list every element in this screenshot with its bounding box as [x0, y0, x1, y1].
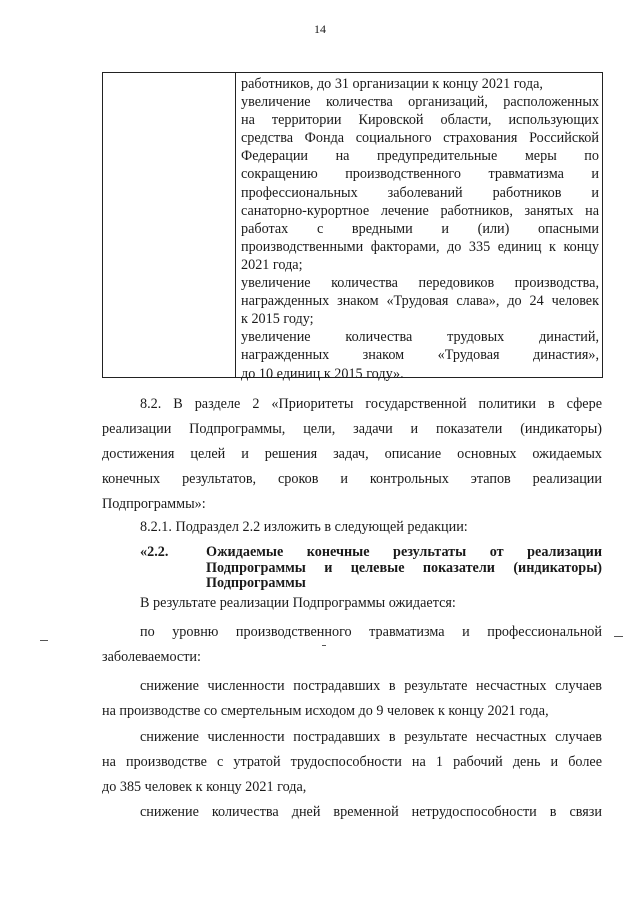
result-item-1 [102, 674, 602, 724]
paragraph-line: 8.2. В разделе 2 «Приоритеты государственной политики в сфере [140, 396, 602, 412]
result-item-2 [102, 725, 602, 800]
paragraph-line: снижение численности пострадавших в результате несчастных случаев [140, 729, 602, 745]
heading-line: Подпрограммы [206, 575, 306, 591]
paragraph-line: на производстве с утратой трудоспособности на 1 рабочий день и более [102, 754, 602, 770]
table-line: до 10 единиц к 2015 году». [241, 365, 404, 382]
table-line: производственными факторами, до 335 единиц к концу [241, 238, 599, 255]
table-line: к 2015 году; [241, 311, 314, 328]
indicators-table [102, 72, 603, 382]
table-line: средства Фонда социального страхования Российской [241, 130, 599, 147]
paragraph-line: конечных результатов, сроков и контрольных этапов реализации [102, 471, 602, 487]
paragraph-line: достижения целей и решения задач, описание основных ожидаемых [102, 446, 602, 462]
table-line: работников, до 31 организации к концу 2021 года, [241, 76, 543, 92]
scan-mark [40, 640, 48, 641]
paragraph-line: снижение количества дней временной нетрудоспособности в связи [140, 804, 602, 820]
paragraph-8-2 [102, 392, 602, 517]
result-item-3 [102, 800, 602, 825]
table-line: награжденных знаком «Трудовая династия», [241, 347, 599, 364]
paragraph-8-2-1 [102, 515, 602, 540]
table-line: увеличение количества трудовых династий, [241, 329, 599, 346]
paragraph-line: заболеваемости: [102, 649, 201, 665]
page-number: 14 [314, 22, 326, 36]
table-line: увеличение количества передовиков производства, [241, 275, 599, 292]
paragraph-line: Подпрограммы»: [102, 496, 206, 512]
table-line: 2021 года; [241, 256, 303, 273]
table-right-cell [241, 75, 599, 383]
heading-line: Ожидаемые конечные результаты от реализации [206, 544, 602, 560]
table-line: Федерации на предупредительные меры по [241, 148, 599, 165]
scan-mark [322, 645, 326, 646]
paragraph-line: В результате реализации Подпрограммы ожидается: [140, 595, 456, 611]
expected-results-intro [102, 591, 602, 616]
paragraph-line: по уровню производственного травматизма и профессиональной [140, 624, 602, 640]
table-line: работах с вредными и (или) опасными [241, 220, 599, 237]
table-line: увеличение количества организаций, расположенных [241, 94, 599, 111]
table-line: на территории Кировской области, использующих [241, 112, 599, 129]
heading-line: Подпрограммы и целевые показатели (индикаторы) [206, 559, 602, 576]
trauma-paragraph [102, 620, 602, 670]
scan-mark [614, 636, 623, 637]
paragraph-line: реализации Подпрограммы, цели, задачи и показатели (индикаторы) [102, 421, 602, 437]
paragraph-line: до 385 человек к концу 2021 года, [102, 779, 307, 795]
paragraph-line: на производстве со смертельным исходом до 9 человек к концу 2021 года, [102, 703, 549, 719]
table-line: награжденных знаком «Трудовая слава», до 24 человек [241, 293, 599, 310]
heading-number: «2.2. [140, 544, 169, 560]
table-line: санаторно-курортное лечение работников, занятых на [241, 202, 599, 219]
table-line: профессиональных заболеваний работников и [241, 184, 599, 201]
subsection-heading [140, 545, 602, 592]
table-line: сокращению производственного травматизма и [241, 166, 599, 183]
paragraph-line: 8.2.1. Подраздел 2.2 изложить в следующей редакции: [140, 519, 468, 535]
paragraph-line: снижение численности пострадавших в результате несчастных случаев [140, 678, 602, 694]
table-column-divider [235, 73, 236, 377]
